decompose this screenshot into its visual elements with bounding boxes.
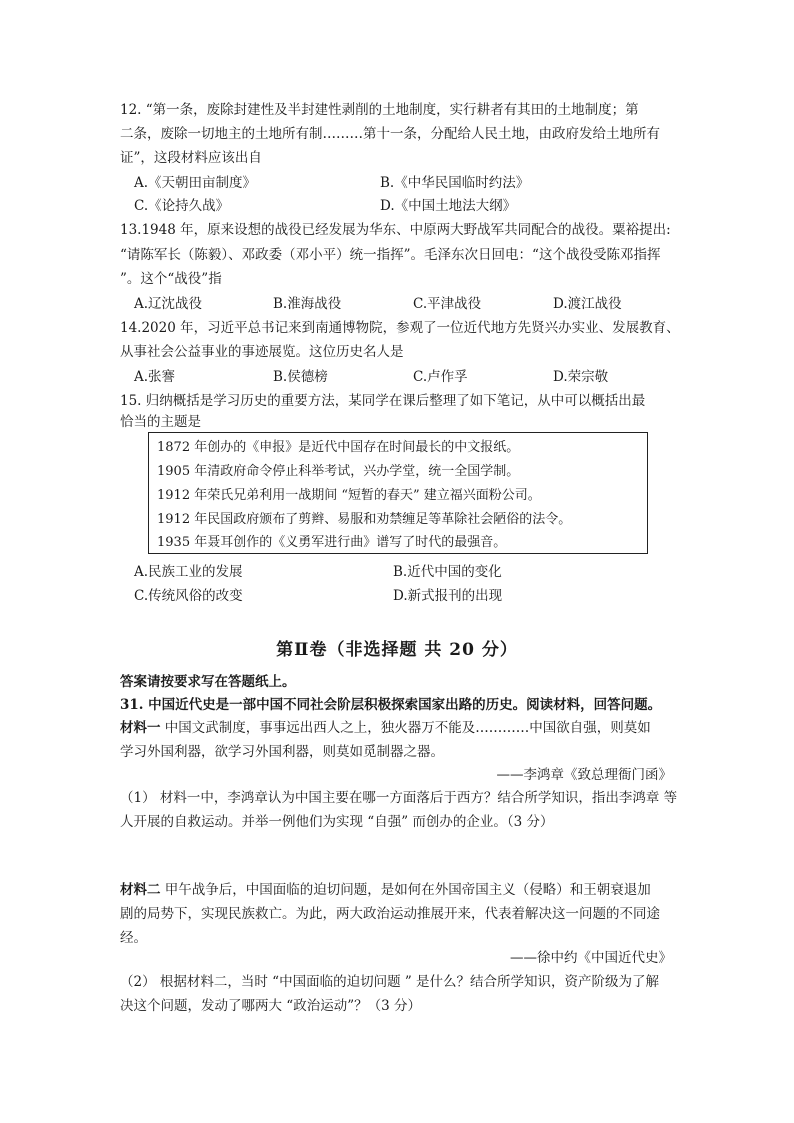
q13-option-b: B.淮海战役 (273, 296, 342, 312)
material2-source: ——徐中约《中国近代史》 (510, 950, 672, 966)
material1-source: ——李鸿章《致总理衙门函》 (496, 767, 672, 783)
q15-option-a: A.民族工业的发展 (134, 564, 243, 580)
material1-label: 材料一 (120, 720, 161, 736)
q13-option-a: A.辽沈战役 (134, 296, 203, 312)
q12-stem-line1: 12. “第一条，废除封建性及半封建性剥削的土地制度，实行耕者有其田的土地制度；第 (120, 102, 639, 118)
q12-stem-line3: 证”，这段材料应该出自 (120, 150, 262, 166)
q31-material2-line3: 经。 (120, 930, 147, 946)
q14-option-d: D.荣宗敬 (553, 369, 609, 385)
q13-option-d: D.渡江战役 (553, 296, 622, 312)
q15-option-b: B.近代中国的变化 (393, 564, 502, 580)
q31-material2-line1 (120, 880, 651, 900)
q12-stem-line2: 二条，废除一切地主的土地所有制………第十一条，分配给人民土地，由政府发给土地所有 (120, 126, 660, 142)
material2-text-line1: 甲午战争后，中国面临的迫切问题，是如何在外国帝国主义（侵略）和王朝衰退加 (160, 882, 651, 898)
q31-sub1-line2: 人开展的自救运动。并举一例他们为实现 “自强” 而创办的企业。（3 分） (120, 814, 554, 830)
q14-option-c: C.卢作孚 (413, 369, 468, 385)
q12-option-d: D.《中国土地法大纲》 (380, 198, 517, 214)
q12-option-b: B.《中华民国临时约法》 (380, 175, 530, 191)
q13-stem-line1: 13.1948 年，原来设想的战役已经发展为华东、中原两大野战军共同配合的战役。粟裕提出: (120, 222, 671, 238)
q15-note-1: 1872 年创办的《申报》是近代中国存在时间最长的中文报纸。 (157, 440, 520, 455)
section-title: 第Ⅱ卷（非选择题 共 20 分） (276, 640, 518, 660)
q14-stem-line1: 14.2020 年，习近平总书记来到南通博物院，参观了一位近代地方先贤兴办实业、发展教育、 (120, 320, 680, 336)
q31-sub2-line2: 决这个问题，发动了哪两大 “政治运动”？（3 分） (120, 998, 421, 1014)
q15-option-d: D.新式报刊的出现 (393, 588, 503, 604)
q31-sub1-line1: （1） 材料一中，李鸿章认为中国主要在哪一方面落后于西方？结合所学知识，指出李鸿章 等 (120, 790, 678, 806)
q12-option-a: A.《天朝田亩制度》 (134, 175, 257, 191)
material2-label: 材料二 (120, 882, 161, 898)
q31-stem: 31. 中国近代史是一部中国不同社会阶层积极探索国家出路的历史。阅读材料，回答问题。 (120, 697, 662, 713)
q15-stem-line2: 恰当的主题是 (120, 414, 201, 430)
q15-note-4: 1912 年民国政府颁布了剪辫、易服和劝禁缠足等革除社会陋俗的法令。 (157, 512, 572, 527)
q31-material1-line1 (120, 718, 651, 738)
q14-option-a: A.张謇 (134, 369, 176, 385)
q15-note-3: 1912 年荣氏兄弟利用一战期间 “短暂的春天” 建立福兴面粉公司。 (157, 488, 541, 503)
q13-stem-line3: ”。这个“战役”指 (120, 271, 222, 287)
q13-stem-line2: “请陈军长（陈毅）、邓政委（邓小平）统一指挥”。毛泽东次日回电：“这个战役受陈邓指挥 (120, 247, 661, 263)
q15-stem-line1: 15. 归纳概括是学习历史的重要方法，某同学在课后整理了如下笔记，从中可以概括出最 (120, 393, 646, 409)
material1-text-line1: 中国文武制度，事事远出西人之上，独火器万不能及…………中国欲自强，则莫如 (160, 720, 651, 736)
q14-stem-line2: 从事社会公益事业的事迹展览。这位历史名人是 (120, 344, 404, 360)
q15-notes-box (148, 432, 648, 554)
q31-sub2-line1: （2） 根据材料二，当时 “中国面临的迫切问题 ” 是什么？结合所学知识，资产阶级为了解 (120, 974, 660, 990)
q15-option-c: C.传统风俗的改变 (134, 588, 243, 604)
q31-material1-line2: 学习外国利器，欲学习外国利器，则莫如觅制器之器。 (120, 744, 444, 760)
q15-note-2: 1905 年清政府命令停止科举考试，兴办学堂，统一全国学制。 (157, 464, 520, 479)
section-instruction: 答案请按要求写在答题纸上。 (120, 674, 296, 690)
q13-option-c: C.平津战役 (413, 296, 482, 312)
q15-note-5: 1935 年聂耳创作的《义勇军进行曲》谱写了时代的最强音。 (157, 535, 507, 550)
q31-material2-line2: 剧的局势下，实现民族救亡。为此，两大政治运动推展开来，代表着解决这一问题的不同途 (120, 906, 660, 922)
q12-option-c: C.《论持久战》 (134, 198, 230, 214)
q14-option-b: B.侯德榜 (273, 369, 328, 385)
